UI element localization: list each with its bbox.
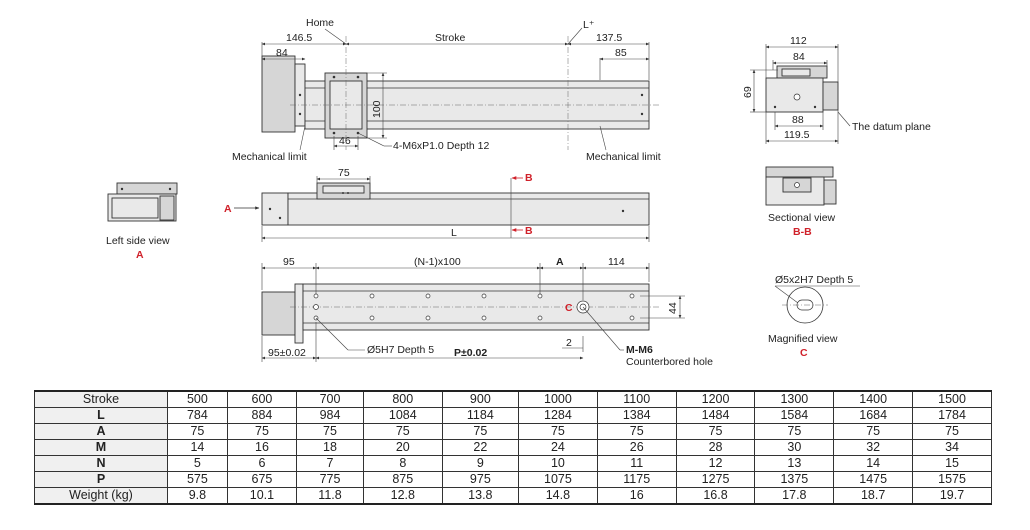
table-cell: 575: [168, 472, 228, 488]
end-dim-84: 84: [793, 51, 805, 63]
mech-limit-left: Mechanical limit: [232, 151, 307, 163]
dim-l: L: [451, 227, 457, 239]
table-cell: 6: [227, 456, 296, 472]
magnified-caption: Magnified view: [768, 333, 838, 345]
m-note: M-M6: [626, 344, 653, 356]
table-cell: 75: [597, 424, 676, 440]
spec-table: [34, 390, 992, 505]
table-cell: 775: [297, 472, 364, 488]
dim-84: 84: [276, 47, 288, 59]
table-cell: 14: [168, 440, 228, 456]
table-row: [35, 456, 992, 472]
table-cell: 75: [755, 424, 834, 440]
dim-114: 114: [608, 256, 625, 268]
table-cell: 675: [227, 472, 296, 488]
table-cell: 11.8: [297, 488, 364, 505]
table-cell: 10.1: [227, 488, 296, 505]
detail-c-marker: C: [565, 302, 573, 314]
table-cell: 75: [834, 424, 913, 440]
row-header: L: [35, 408, 168, 424]
dim-a: A: [556, 256, 564, 268]
row-header: M: [35, 440, 168, 456]
end-dim-119-5: 119.5: [784, 129, 810, 141]
table-cell: 1275: [676, 472, 755, 488]
row-header: N: [35, 456, 168, 472]
sectional-view: [766, 167, 836, 238]
table-cell: 1584: [755, 408, 834, 424]
end-view: [742, 35, 931, 144]
table-cell: 1084: [363, 408, 442, 424]
table-row: [35, 391, 992, 408]
table-cell: 22: [442, 440, 518, 456]
table-cell: 28: [676, 440, 755, 456]
pin-note: Ø5H7 Depth 5: [367, 344, 435, 356]
dim-46: 46: [339, 135, 351, 147]
table-cell: 900: [442, 391, 518, 408]
table-cell: 9.8: [168, 488, 228, 505]
table-cell: 75: [363, 424, 442, 440]
table-cell: 13.8: [442, 488, 518, 505]
row-header: Stroke: [35, 391, 168, 408]
table-cell: 16: [227, 440, 296, 456]
table-cell: 16: [597, 488, 676, 505]
table-row: [35, 488, 992, 505]
table-cell: 884: [227, 408, 296, 424]
table-cell: 16.8: [676, 488, 755, 505]
dim-95: 95: [283, 256, 295, 268]
table-cell: 500: [168, 391, 228, 408]
magnified-letter: C: [800, 347, 808, 359]
table-cell: 700: [297, 391, 364, 408]
table-cell: 19.7: [913, 488, 992, 505]
table-cell: 1300: [755, 391, 834, 408]
table-cell: 975: [442, 472, 518, 488]
magnified-view: [768, 274, 860, 359]
table-cell: 784: [168, 408, 228, 424]
table-cell: 1475: [834, 472, 913, 488]
table-cell: 1784: [913, 408, 992, 424]
table-cell: 600: [227, 391, 296, 408]
dim-146-5: 146.5: [286, 32, 313, 44]
table-cell: 75: [227, 424, 296, 440]
table-cell: 10: [519, 456, 598, 472]
table-cell: 9: [442, 456, 518, 472]
table-cell: 1184: [442, 408, 518, 424]
dim-85: 85: [615, 47, 627, 59]
table-cell: 1384: [597, 408, 676, 424]
l-plus-label: L⁺: [583, 19, 595, 31]
mech-limit-right: Mechanical limit: [586, 151, 661, 163]
bottom-view: [262, 256, 713, 368]
table-cell: 75: [519, 424, 598, 440]
table-cell: 984: [297, 408, 364, 424]
section-caption: Sectional view: [768, 212, 836, 224]
table-cell: 75: [442, 424, 518, 440]
table-cell: 1484: [676, 408, 755, 424]
top-view: [232, 17, 661, 163]
table-cell: 14.8: [519, 488, 598, 505]
dim-100: 100: [371, 100, 383, 118]
row-header: A: [35, 424, 168, 440]
view-a-arrow: A: [224, 203, 232, 215]
table-cell: 1075: [519, 472, 598, 488]
end-dim-69: 69: [742, 86, 754, 98]
table-cell: 875: [363, 472, 442, 488]
table-cell: 1000: [519, 391, 598, 408]
dim-p-tol: P±0.02: [454, 347, 488, 359]
table-cell: 800: [363, 391, 442, 408]
end-dim-112: 112: [790, 35, 807, 47]
table-row: [35, 472, 992, 488]
row-header: Weight (kg): [35, 488, 168, 505]
table-cell: 1500: [913, 391, 992, 408]
end-dim-88: 88: [792, 114, 804, 126]
table-cell: 75: [297, 424, 364, 440]
table-row: [35, 440, 992, 456]
table-cell: 1200: [676, 391, 755, 408]
table-cell: 1175: [597, 472, 676, 488]
table-cell: 1400: [834, 391, 913, 408]
table-row: [35, 424, 992, 440]
left-view-letter: A: [136, 249, 144, 261]
dim-pitch: (N-1)x100: [414, 256, 461, 268]
table-cell: 5: [168, 456, 228, 472]
table-cell: 8: [363, 456, 442, 472]
table-cell: 24: [519, 440, 598, 456]
table-cell: 14: [834, 456, 913, 472]
table-cell: 17.8: [755, 488, 834, 505]
row-header: P: [35, 472, 168, 488]
table-cell: 1284: [519, 408, 598, 424]
table-cell: 32: [834, 440, 913, 456]
table-cell: 1684: [834, 408, 913, 424]
table-cell: 30: [755, 440, 834, 456]
left-side-view: [106, 183, 177, 261]
dim-95-tol: 95±0.02: [268, 347, 306, 359]
table-cell: 12.8: [363, 488, 442, 505]
table-cell: 34: [913, 440, 992, 456]
section-b-bottom: B: [525, 225, 533, 237]
table-cell: 18.7: [834, 488, 913, 505]
dim-2: 2: [566, 337, 572, 349]
magnified-note: Ø5x2H7 Depth 5: [775, 274, 854, 286]
side-view: [224, 167, 649, 242]
table-cell: 26: [597, 440, 676, 456]
stroke-label: Stroke: [435, 32, 466, 44]
table-cell: 18: [297, 440, 364, 456]
table-cell: 1100: [597, 391, 676, 408]
home-label: Home: [306, 17, 335, 29]
dim-137-5: 137.5: [596, 32, 623, 44]
table-cell: 7: [297, 456, 364, 472]
tap-note: 4-M6xP1.0 Depth 12: [393, 140, 490, 152]
datum-plane-label: The datum plane: [852, 121, 931, 133]
table-cell: 75: [168, 424, 228, 440]
dim-75: 75: [338, 167, 350, 179]
table-cell: 15: [913, 456, 992, 472]
table-cell: 11: [597, 456, 676, 472]
table-cell: 75: [913, 424, 992, 440]
section-letter: B-B: [793, 226, 812, 238]
table-cell: 12: [676, 456, 755, 472]
table-cell: 1375: [755, 472, 834, 488]
table-cell: 13: [755, 456, 834, 472]
left-view-caption: Left side view: [106, 235, 170, 247]
table-cell: 75: [676, 424, 755, 440]
section-b-top: B: [525, 172, 533, 184]
table-row: [35, 408, 992, 424]
table-cell: 20: [363, 440, 442, 456]
counterbore-note: Counterbored hole: [626, 356, 713, 368]
table-cell: 1575: [913, 472, 992, 488]
dim-44: 44: [667, 302, 679, 314]
